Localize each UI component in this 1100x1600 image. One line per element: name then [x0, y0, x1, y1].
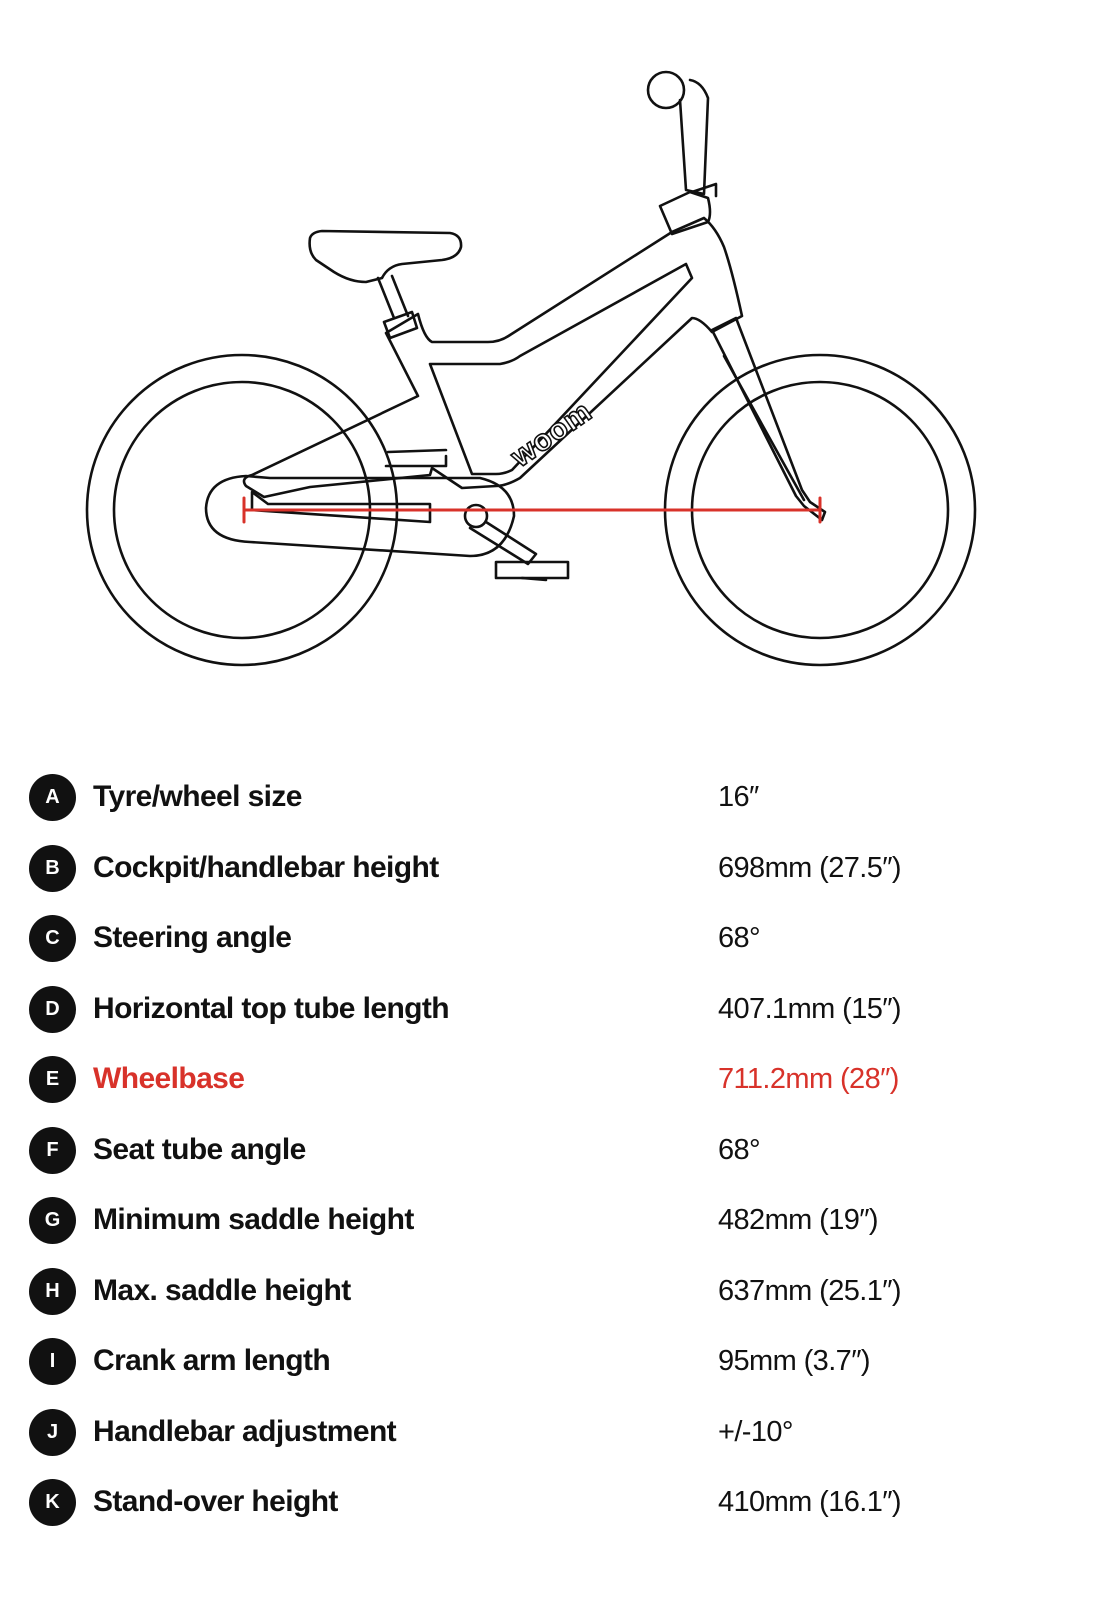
chain-guard-slot [252, 492, 430, 522]
spec-badge: B [29, 845, 76, 892]
spec-row-cockpit-handlebar-height [0, 826, 1100, 897]
spec-row-handlebar-adjustment [0, 1390, 1100, 1461]
spec-value: 410mm (16.1″) [718, 1486, 901, 1518]
spec-value: 68° [718, 1133, 761, 1166]
brand-logo: woom [505, 394, 599, 474]
spec-badge: A [29, 774, 76, 821]
spec-badge: K [29, 1479, 76, 1526]
spec-label: Wheelbase [93, 1062, 245, 1095]
spec-row-horizontal-top-tube-length [0, 967, 1100, 1038]
bike-drawing [0, 0, 1100, 720]
geometry-spec-table [0, 755, 1100, 1531]
spec-label: Crank arm length [93, 1344, 331, 1377]
spec-row-tyre-wheel-size [0, 755, 1100, 826]
spec-value: 637mm (25.1″) [718, 1274, 901, 1307]
spec-value: 95mm (3.7″) [718, 1345, 870, 1377]
bike-frame [244, 218, 742, 497]
spec-label: Tyre/wheel size [93, 780, 302, 813]
spec-badge: H [29, 1268, 76, 1315]
seat-post [378, 276, 408, 318]
spec-label: Minimum saddle height [93, 1203, 414, 1236]
spec-row-stand-over-height [0, 1460, 1100, 1531]
chainstay-bridge [386, 450, 446, 466]
spec-value: 711.2mm (28″) [718, 1063, 899, 1095]
spec-badge: D [29, 986, 76, 1033]
spec-badge: E [29, 1056, 76, 1103]
spec-label: Cockpit/handlebar height [93, 850, 439, 884]
spec-label: Seat tube angle [93, 1132, 306, 1166]
fork-inner-line [724, 356, 804, 500]
spec-value: +/-10° [718, 1415, 793, 1448]
saddle [310, 231, 461, 282]
bike-geometry-diagram [0, 0, 1100, 720]
spec-value: 407.1mm (15″) [718, 992, 901, 1025]
spec-row-seat-tube-angle [0, 1108, 1100, 1179]
spec-badge: C [29, 915, 76, 962]
spec-row-crank-arm-length [0, 1319, 1100, 1390]
spec-row-minimum-saddle-height [0, 1178, 1100, 1249]
spec-label: Max. saddle height [93, 1273, 351, 1307]
spec-label: Stand-over height [93, 1485, 338, 1518]
spec-value: 68° [718, 922, 761, 954]
spec-badge: F [29, 1127, 76, 1174]
handlebar-grip [648, 72, 684, 108]
spec-badge: J [29, 1409, 76, 1456]
crank-bolt [465, 505, 487, 527]
spec-badge: I [29, 1338, 76, 1385]
spec-value: 16″ [718, 781, 759, 813]
spec-value: 482mm (19″) [718, 1204, 878, 1236]
spec-badge: G [29, 1197, 76, 1244]
spec-label: Handlebar adjustment [93, 1414, 397, 1448]
spec-value: 698mm (27.5″) [718, 851, 901, 884]
spec-row-max-saddle-height [0, 1249, 1100, 1320]
pedal [496, 562, 568, 578]
spec-row-wheelbase [0, 1037, 1100, 1108]
spec-label: Steering angle [93, 921, 292, 954]
spec-row-steering-angle [0, 896, 1100, 967]
handlebar [680, 80, 708, 194]
wheelbase-measure-line [244, 498, 820, 522]
spec-label: Horizontal top tube length [93, 991, 450, 1025]
